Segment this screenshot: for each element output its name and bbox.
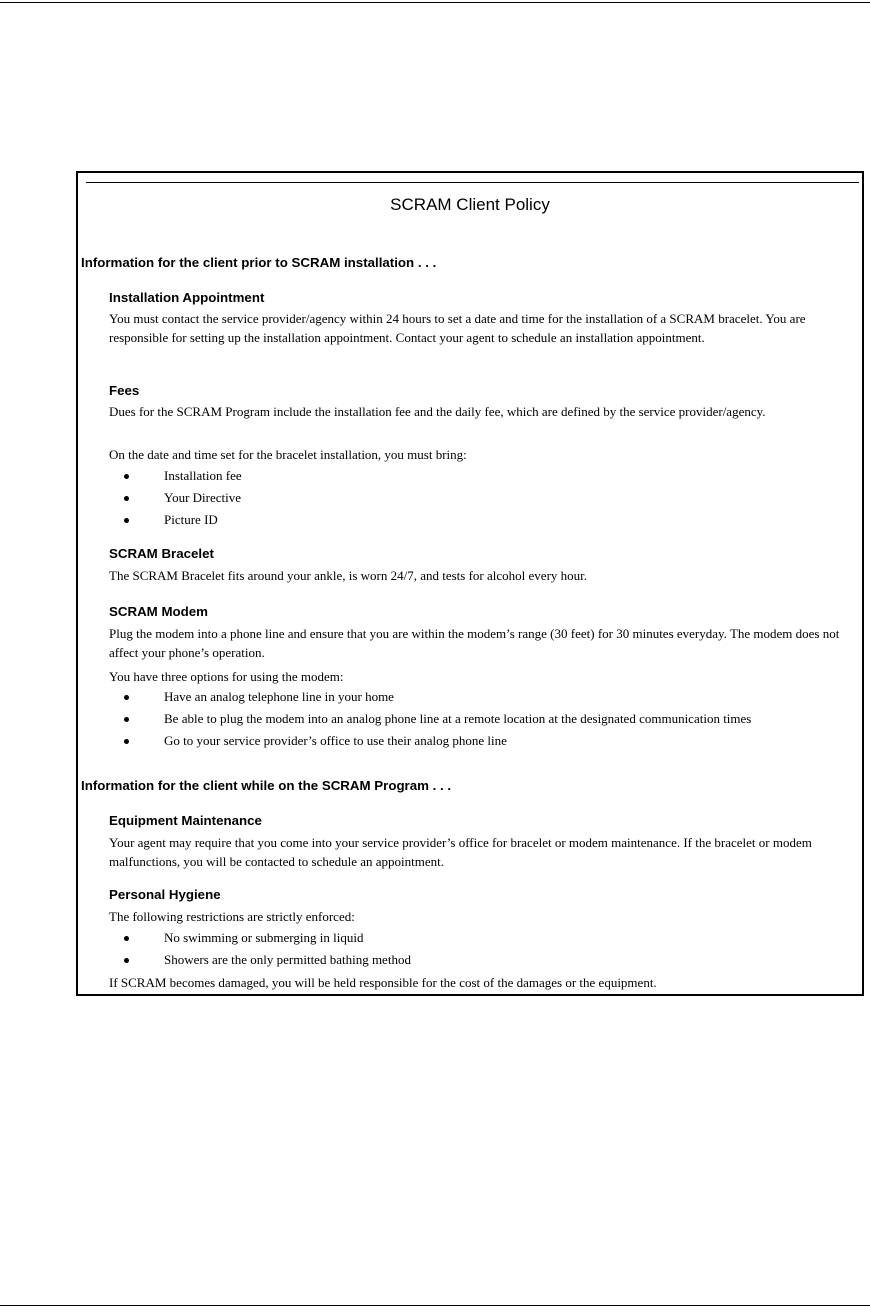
hygiene-heading: Personal Hygiene [109, 887, 221, 902]
fees-bring-text: On the date and time set for the bracelet installation, you must bring: [109, 447, 467, 462]
section-heading-prior: Information for the client prior to SCRAM installation . . . [81, 255, 437, 270]
maintenance-text: Your agent may require that you come into your service provider’s office for bracelet or modem maintenance. If the bracelet or modem malfunctions, you will be contacted to schedule an appointment. [109, 835, 812, 869]
list-item: Your Directive [109, 487, 242, 509]
fees-text: Dues for the SCRAM Program include the installation fee and the daily fee, which are defined by the service provider/agency. [109, 404, 766, 419]
footer-rule [0, 1305, 870, 1306]
bracelet-heading: SCRAM Bracelet [109, 546, 214, 561]
list-item: Picture ID [109, 509, 242, 531]
maintenance-heading: Equipment Maintenance [109, 813, 262, 828]
modem-text: Plug the modem into a phone line and ensure that you are within the modem’s range (30 feet) for 30 minutes everyday. The modem does not affect your phone’s operation. [109, 626, 840, 660]
fees-heading: Fees [109, 383, 140, 398]
installation-heading: Installation Appointment [109, 290, 265, 305]
modem-heading: SCRAM Modem [109, 604, 208, 619]
list-item: Be able to plug the modem into an analog phone line at a remote location at the designated communication times [109, 708, 751, 730]
hygiene-text: The following restrictions are strictly enforced: [109, 909, 355, 924]
modem-options-list [109, 686, 751, 752]
box-top-rule [86, 182, 859, 183]
policy-box [76, 171, 864, 996]
installation-text: You must contact the service provider/agency within 24 hours to set a date and time for the installation of a SCRAM bracelet. You are responsible for setting up the installation appointment. Contact your agent to schedule an installation appointment. [109, 311, 806, 345]
list-item: Showers are the only permitted bathing method [109, 949, 411, 971]
section-heading-while: Information for the client while on the SCRAM Program . . . [81, 778, 452, 793]
list-item: Go to your service provider’s office to use their analog phone line [109, 730, 751, 752]
hygiene-damage-text: If SCRAM becomes damaged, you will be held responsible for the cost of the damages or the equipment. [109, 975, 657, 990]
list-item: No swimming or submerging in liquid [109, 927, 411, 949]
fees-list [109, 465, 242, 531]
modem-options-text: You have three options for using the modem: [109, 669, 344, 684]
list-item: Installation fee [109, 465, 242, 487]
hygiene-list [109, 927, 411, 971]
page-title: SCRAM Client Policy [390, 195, 550, 214]
list-item: Have an analog telephone line in your home [109, 686, 751, 708]
header-rule [0, 2, 870, 3]
bracelet-text: The SCRAM Bracelet fits around your ankle, is worn 24/7, and tests for alcohol every hour. [109, 568, 588, 583]
